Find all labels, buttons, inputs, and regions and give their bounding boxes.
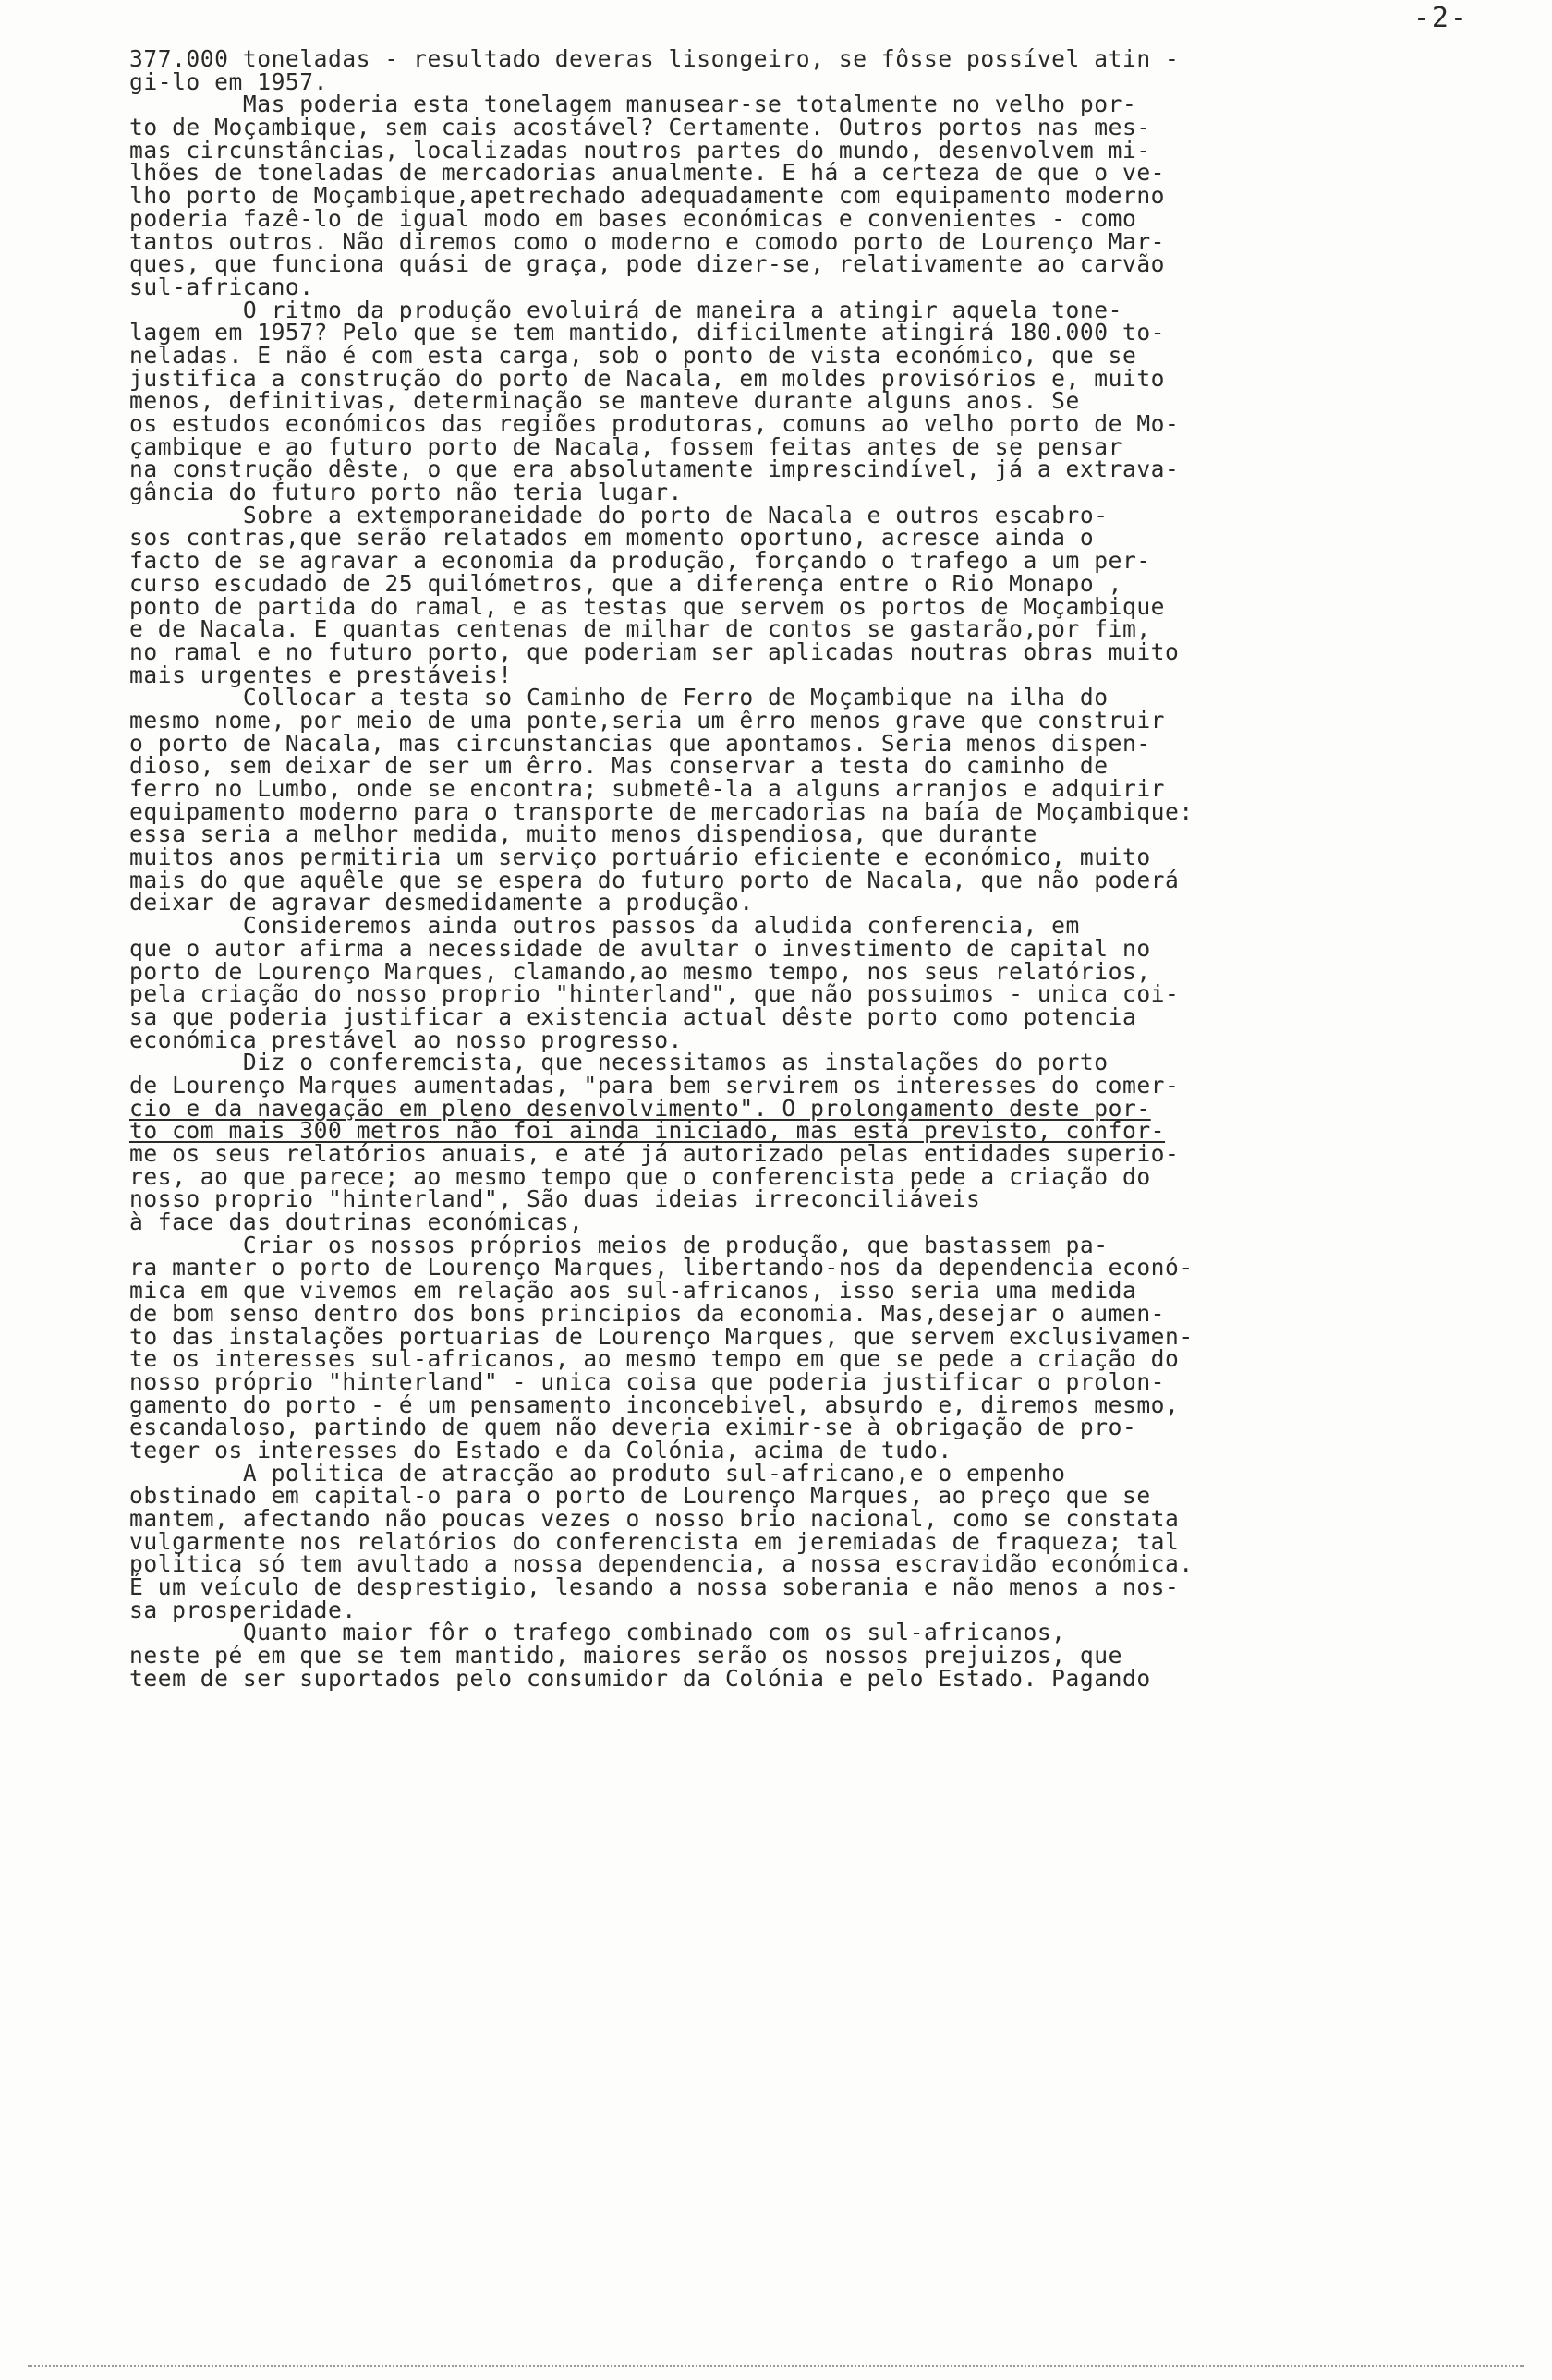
text-line: Quanto maior fôr o trafego combinado com os sul-africanos,: [129, 1619, 1066, 1646]
text-line: que o autor afirma a necessidade de avultar o investimento de capital no: [129, 934, 1151, 962]
text-line: mantem, afectando não poucas vezes o nosso brio nacional, como se constata: [129, 1505, 1180, 1532]
text-line: Sobre a extemporaneidade do porto de Nacala e outros escabro-: [129, 501, 1109, 528]
text-line: escandaloso, partindo de quem não deveria eximir-se à obrigação de pro-: [129, 1414, 1137, 1441]
text-line: de bom senso dentro dos bons principios da economia. Mas,desejar o aumen-: [129, 1299, 1166, 1327]
text-line: gamento do porto - é um pensamento inconcebivel, absurdo e, diremos mesmo,: [129, 1390, 1180, 1418]
text-line: mesmo nome, por meio de uma ponte,seria um êrro menos grave que construir: [129, 706, 1166, 734]
text-line: porto de Lourenço Marques, clamando,ao mesmo tempo, nos seus relatórios,: [129, 957, 1151, 985]
text-line: teger os interesses do Estado e da Colónia, acima de tudo.: [129, 1436, 952, 1463]
text-line: nosso proprio "hinterland", São duas ideias irreconciliáveis: [129, 1185, 981, 1213]
text-line: cio e da navegação em pleno desenvolvimento". O prolongamento deste por-: [129, 1094, 1151, 1122]
text-line: to das instalações portuarias de Lourenço Marques, que servem exclusivamen-: [129, 1322, 1194, 1350]
text-line: poderia fazê-lo de igual modo em bases económicas e convenientes - como: [129, 204, 1137, 232]
text-line: muitos anos permitiria um serviço portuário eficiente e económico, muito: [129, 844, 1151, 871]
text-line: dioso, sem deixar de ser um êrro. Mas conservar a testa do caminho de: [129, 752, 1109, 780]
text-line: neladas. E não é com esta carga, sob o ponto de vista económico, que se: [129, 341, 1137, 369]
body-text: [129, 45, 1478, 1692]
text-line: ques, que funciona quási de graça, pode dizer-se, relativamente ao carvão: [129, 250, 1166, 278]
text-line: ferro no Lumbo, onde se encontra; submetê-la a alguns arranjos e adquirir: [129, 775, 1166, 802]
text-line: gi-lo em 1957.: [129, 67, 328, 95]
scan-edge-divider: [28, 2365, 1524, 2369]
text-line: os estudos económicos das regiões produtoras, comuns ao velho porto de Mo-: [129, 410, 1180, 437]
text-line: e de Nacala. E quantas centenas de milhar de contos se gastarão,por fim,: [129, 615, 1151, 643]
text-line: tantos outros. Não diremos como o moderno e comodo porto de Lourenço Mar-: [129, 227, 1166, 255]
text-line: mais urgentes e prestáveis!: [129, 661, 513, 688]
text-line: mas circunstâncias, localizadas noutros partes do mundo, desenvolvem mi-: [129, 136, 1151, 164]
text-line: teem de ser suportados pelo consumidor da Colónia e pelo Estado. Pagando: [129, 1664, 1151, 1692]
text-line: curso escudado de 25 quilómetros, que a diferença entre o Rio Monapo ,: [129, 569, 1122, 597]
text-line: neste pé em que se tem mantido, maiores serão os nossos prejuizos, que: [129, 1642, 1122, 1670]
text-line: ra manter o porto de Lourenço Marques, libertando-nos da dependencia econó-: [129, 1254, 1194, 1281]
text-line: to de Moçambique, sem cais acostável? Certamente. Outros portos nas mes-: [129, 114, 1151, 141]
text-line: sa que poderia justificar a existencia actual dêste porto como potencia: [129, 1002, 1137, 1030]
text-line: na construção dêste, o que era absolutamente imprescindível, já a extrava-: [129, 455, 1180, 483]
text-line: te os interesses sul-africanos, ao mesmo tempo em que se pede a criação do: [129, 1345, 1180, 1373]
text-line: É um veículo de desprestigio, lesando a nossa soberania e não menos a nos-: [129, 1573, 1180, 1601]
text-line: mica em que vivemos em relação aos sul-africanos, isso seria uma medida: [129, 1277, 1137, 1305]
text-line: O ritmo da produção evoluirá de maneira a atingir aquela tone-: [129, 296, 1122, 323]
text-line: menos, definitivas, determinação se manteve durante alguns anos. Se: [129, 387, 1080, 415]
text-line: sa prosperidade.: [129, 1596, 357, 1623]
text-line: Consideremos ainda outros passos da aludida conferencia, em: [129, 912, 1080, 940]
text-line: res, ao que parece; ao mesmo tempo que o conferencista pede a criação do: [129, 1162, 1151, 1190]
text-line: 377.000 toneladas - resultado deveras lisongeiro, se fôsse possível atin -: [129, 45, 1180, 72]
page-number: -2-: [1413, 2, 1469, 34]
text-line: gância do futuro porto não teria lugar.: [129, 479, 683, 506]
text-line: lagem em 1957? Pelo que se tem mantido, dificilmente atingirá 180.000 to-: [129, 319, 1166, 346]
text-line: Collocar a testa so Caminho de Ferro de Moçambique na ilha do: [129, 684, 1109, 711]
text-line: me os seus relatórios anuais, e até já autorizado pelas entidades superio-: [129, 1140, 1180, 1167]
text-line: çambique e ao futuro porto de Nacala, fossem feitas antes de se pensar: [129, 432, 1122, 460]
text-line: lho porto de Moçambique,apetrechado adequadamente com equipamento moderno: [129, 182, 1166, 210]
text-line: de Lourenço Marques aumentadas, "para bem servirem os interesses do comer-: [129, 1071, 1180, 1099]
text-line: to com mais 300 metros não foi ainda iniciado, mas está previsto, confor-: [129, 1117, 1166, 1145]
text-line: vulgarmente nos relatórios do conferencista em jeremiadas de fraqueza; tal: [129, 1527, 1180, 1555]
text-line: Mas poderia esta tonelagem manusear-se totalmente no velho por-: [129, 91, 1137, 118]
text-line: económica prestável ao nosso progresso.: [129, 1026, 683, 1053]
text-line: Diz o conferemcista, que necessitamos as instalações do porto: [129, 1049, 1109, 1076]
text-line: deixar de agravar desmedidamente a produção.: [129, 889, 754, 917]
text-line: o porto de Nacala, mas circunstancias que apontamos. Seria menos dispen-: [129, 729, 1151, 757]
text-line: essa seria a melhor medida, muito menos dispendiosa, que durante: [129, 820, 1037, 848]
text-line: ponto de partida do ramal, e as testas que servem os portos de Moçambique: [129, 592, 1166, 620]
text-line: sos contras,que serão relatados em momento oportuno, acresce ainda o: [129, 524, 1095, 552]
text-line: facto de se agravar a economia da produção, forçando o trafego a um per-: [129, 547, 1151, 575]
text-line: A politica de atracção ao produto sul-africano,e o empenho: [129, 1459, 1066, 1487]
text-line: mais do que aquêle que se espera do futuro porto de Nacala, que não poderá: [129, 866, 1180, 893]
text-line: à face das doutrinas económicas,: [129, 1208, 584, 1236]
text-line: nosso próprio "hinterland" - unica coisa que poderia justificar o prolon-: [129, 1367, 1166, 1395]
text-line: pela criação do nosso proprio "hinterland", que não possuimos - unica coi-: [129, 980, 1180, 1008]
text-line: sul-africano.: [129, 273, 314, 300]
text-line: justifica a construção do porto de Nacala, em moldes provisórios e, muito: [129, 364, 1166, 392]
text-line: Criar os nossos próprios meios de produção, que bastassem pa-: [129, 1231, 1109, 1258]
text-line: lhões de toneladas de mercadorias anualmente. E há a certeza de que o ve-: [129, 159, 1166, 187]
text-line: no ramal e no futuro porto, que poderiam ser aplicadas noutras obras muito: [129, 638, 1180, 665]
text-line: obstinado em capital-o para o porto de Lourenço Marques, ao preço que se: [129, 1482, 1151, 1510]
text-line: politica só tem avultado a nossa dependencia, a nossa escravidão económica.: [129, 1550, 1194, 1578]
text-line: equipamento moderno para o transporte de mercadorias na baía de Moçambique:: [129, 797, 1194, 825]
